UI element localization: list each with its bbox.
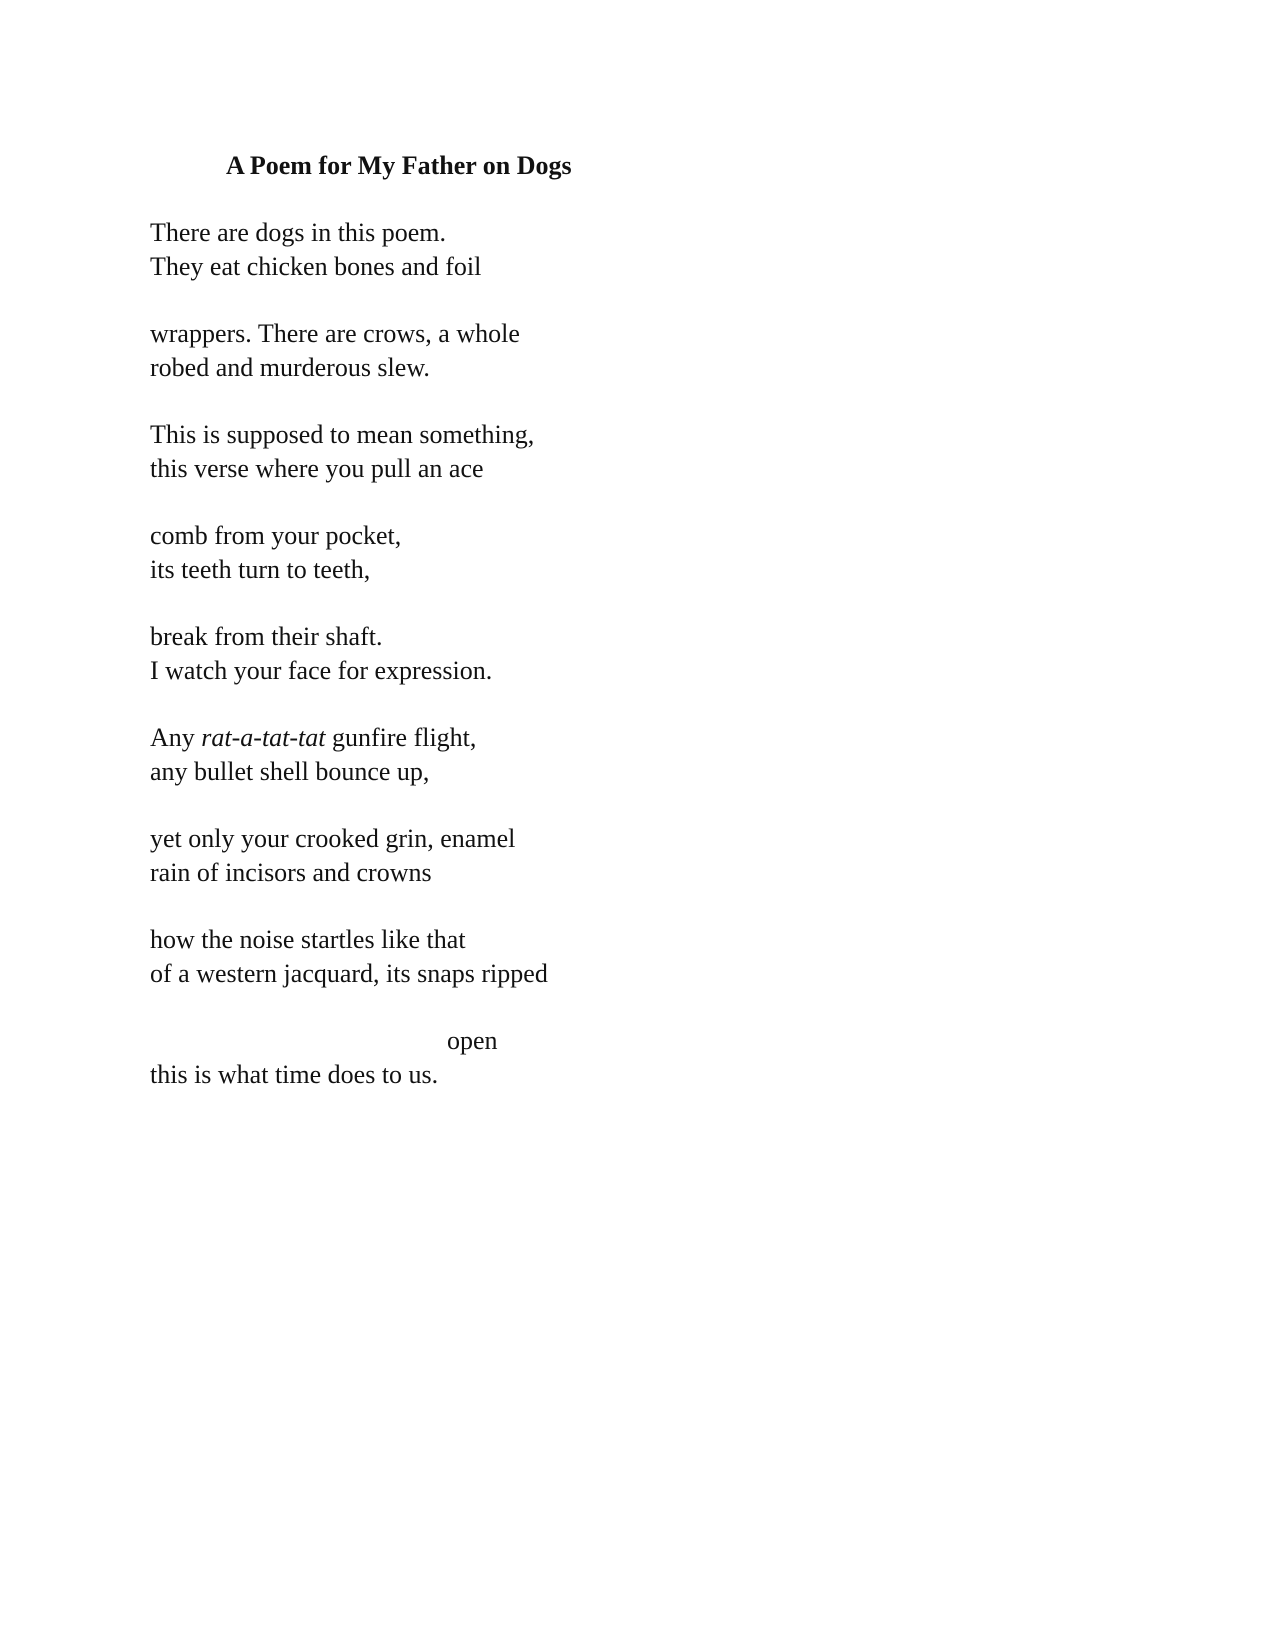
poem-line-with-italic <box>150 721 750 755</box>
poem-line: robed and murderous slew. <box>150 352 430 382</box>
poem-line: break from their shaft. <box>150 622 383 651</box>
poem-line: There are dogs in this poem. <box>150 218 447 247</box>
poem-line: how the noise startles like that <box>150 925 466 954</box>
poem-body <box>150 216 750 1125</box>
stanza-1 <box>150 216 750 283</box>
poem-line: yet only your crooked grin, enamel <box>150 824 516 853</box>
line-text: gunfire flight, <box>325 723 477 752</box>
poem-line: of a western jacquard, its snaps ripped <box>150 958 548 988</box>
stanza-3 <box>150 418 750 485</box>
stanza-7 <box>150 822 750 889</box>
poem-line: comb from your pocket, <box>150 521 402 550</box>
poem-line: They eat chicken bones and foil <box>150 251 482 281</box>
poem-title: A Poem for My Father on Dogs <box>226 151 572 180</box>
poem-line: its teeth turn to teeth, <box>150 554 371 584</box>
line-text: Any <box>150 723 202 752</box>
poem-line: this verse where you pull an ace <box>150 453 484 483</box>
poem-line: wrappers. There are crows, a whole <box>150 319 520 348</box>
stanza-2 <box>150 317 750 384</box>
stanza-5 <box>150 620 750 687</box>
poem-line: any bullet shell bounce up, <box>150 756 430 786</box>
stanza-6 <box>150 721 750 788</box>
stanza-8 <box>150 923 750 990</box>
poem-line: rain of incisors and crowns <box>150 857 432 887</box>
poem-line: I watch your face for expression. <box>150 655 493 685</box>
stanza-9 <box>150 1024 750 1091</box>
poem-line-indented: open <box>447 1026 498 1055</box>
poem-line: This is supposed to mean something, <box>150 420 535 449</box>
poem-line: this is what time does to us. <box>150 1059 439 1089</box>
italic-phrase: rat-a-tat-tat <box>201 723 326 752</box>
stanza-4 <box>150 519 750 586</box>
